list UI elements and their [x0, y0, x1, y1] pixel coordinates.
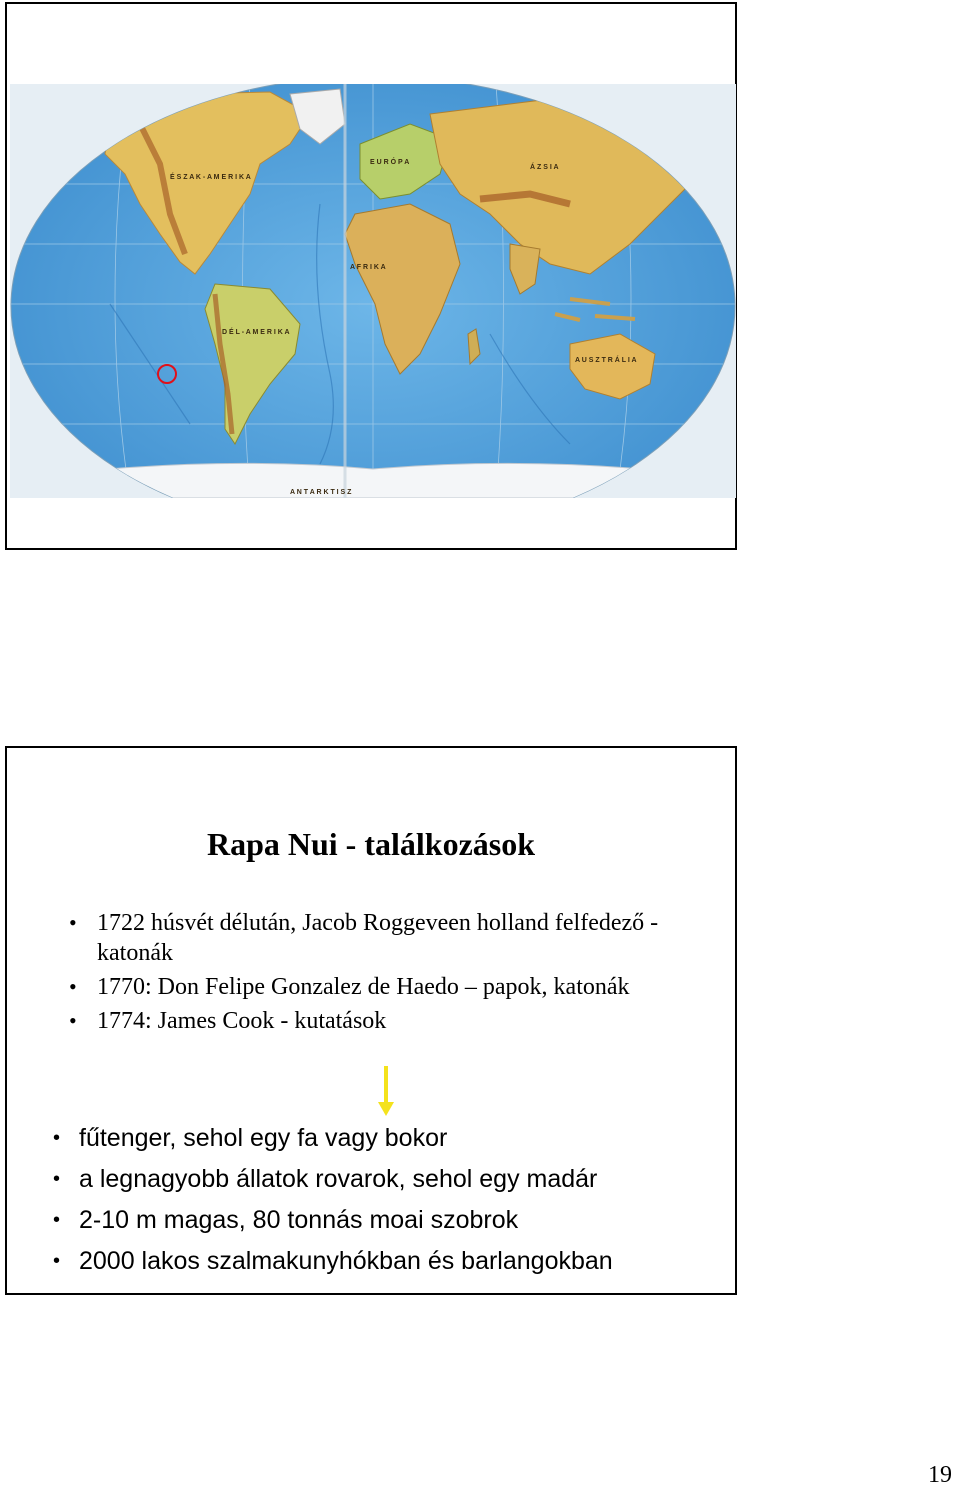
label-antarctica: A N T A R K T I S Z — [290, 489, 352, 496]
fact-item: • fűtenger, sehol egy fa vagy bokor — [47, 1118, 727, 1159]
label-europe: E U R Ó P A — [370, 159, 410, 166]
history-item: • 1722 húsvét délután, Jacob Roggeveen holland felfedező - katonák — [65, 908, 685, 968]
history-list — [65, 908, 685, 1040]
fact-item: • 2-10 m magas, 80 tonnás moai szobrok — [47, 1200, 727, 1241]
fact-item: • 2000 lakos szalmakunyhókban és barlangokban — [47, 1241, 727, 1282]
fact-item: • a legnagyobb állatok rovarok, sehol egy madár — [47, 1159, 727, 1200]
facts-list — [47, 1118, 727, 1282]
page-number: 19 — [928, 1462, 952, 1488]
slide-encounters — [5, 746, 737, 1295]
world-map-image — [10, 84, 736, 498]
down-arrow-icon — [377, 1066, 395, 1116]
slide-title: Rapa Nui - találkozások — [206, 826, 536, 862]
world-map-svg — [10, 84, 736, 498]
history-item: • 1770: Don Felipe Gonzalez de Haedo – papok, katonák — [65, 972, 685, 1002]
label-africa: A F R I K A — [350, 264, 386, 271]
label-asia: Á Z S I A — [530, 164, 559, 171]
label-australia: A U S Z T R Á L I A — [575, 357, 637, 364]
label-south-america: D É L - A M E R I K A — [222, 329, 290, 336]
slide-map — [5, 2, 737, 550]
label-north-america: É S Z A K - A M E R I K A — [170, 174, 251, 181]
history-item: • 1774: James Cook - kutatások — [65, 1006, 685, 1036]
